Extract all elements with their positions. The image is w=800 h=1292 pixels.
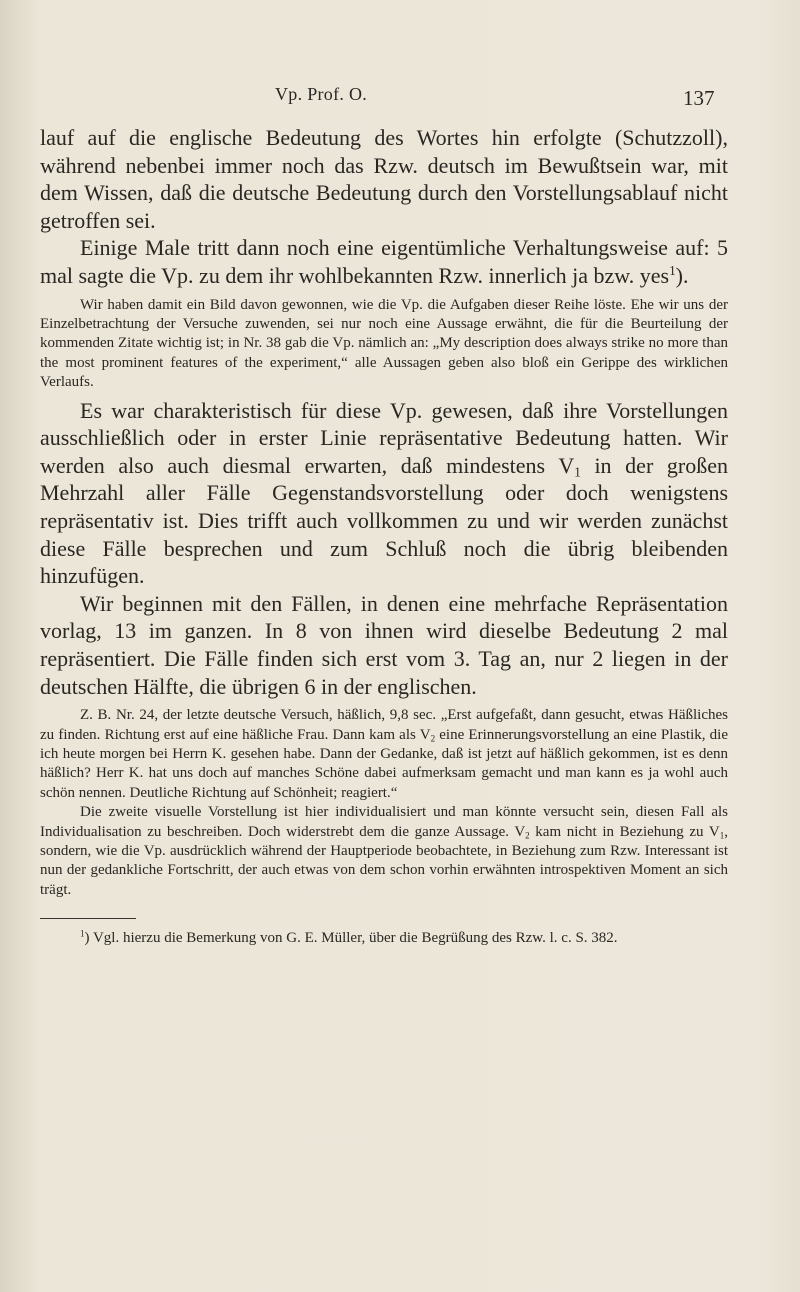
paragraph-1-text: lauf auf die englische Bedeutung des Wortes hin erfolgte (Schutzzoll), während nebenbei immer noch das Rzw. deutsch im Bewußtsein war, mit dem Wissen, daß die deutsche Bedeutung durch den Vorstellungsablauf nicht getroffen sei. xyxy=(40,125,728,233)
paragraph-7-text-a: Die zweite visuelle Vorstellung ist hier individualisiert und man könnte versucht sein, diesen Fall als Individualisation zu beschreiben. Doch widerstrebt dem die ganze Aussage. V xyxy=(40,804,728,840)
subscript: 1 xyxy=(574,464,581,480)
footnote-rule xyxy=(40,918,136,919)
subscript: 1 xyxy=(719,829,725,840)
paragraph-7 xyxy=(40,803,728,900)
page-number: 137 xyxy=(683,86,715,110)
paragraph-3-text: Wir haben damit ein Bild davon gewonnen, wie die Vp. die Aufgaben dieser Reihe löste. Ehe wir uns der Einzelbetrachtung der Versuche zuwenden, sei nur noch eine Aussage erwähnt, die für die Beurteilung der kommenden Zitate wichtig ist; in Nr. 38 gab die Vp. nämlich an: „My description does always strike no more than the most prominent features of the experiment,“ alle Aussagen geben also bloß ein Gerippe des wirklichen Verlaufs. xyxy=(40,296,728,391)
paragraph-6 xyxy=(40,706,728,803)
paragraph-4 xyxy=(40,397,728,590)
footnote xyxy=(40,929,728,948)
footnote-reference: 1 xyxy=(669,263,676,279)
subscript: 2 xyxy=(525,829,530,840)
paragraph-6-text-b: eine Erinnerungsvorstellung an eine Plastik, die ich heute morgen bei Herrn K. gesehen habe. Dann der Gedanke, daß ist jetzt auf häßlich gekommen, ist es denn häßlich? Herr K. hat uns doch auf manches Schöne dabei aufmerksam gemacht und man kann es ja wohl auch schön nennen. Deutliche Richtung auf Schönheit; reagiert.“ xyxy=(40,726,728,801)
paragraph-2-text: Einige Male tritt dann noch eine eigentümliche Verhaltungsweise auf: 5 mal sagte die Vp. zu dem ihr wohlbekannten Rzw. innerlich ja bzw. yes xyxy=(40,235,728,288)
page-header xyxy=(0,84,800,114)
paragraph-5-text: Wir beginnen mit den Fällen, in denen eine mehrfache Repräsentation vorlag, 13 im ganzen. In 8 von ihnen wird dieselbe Bedeutung 2 mal repräsentiert. Die Fälle finden sich erst vom 3. Tag an, nur 2 liegen in der deutschen Hälfte, die übrigen 6 in der englischen. xyxy=(40,590,728,699)
running-head: Vp. Prof. O. xyxy=(275,84,368,104)
paragraph-7-text-b: kam nicht in Beziehung zu V xyxy=(529,823,720,840)
text-body xyxy=(40,124,728,949)
paragraph-3 xyxy=(40,296,728,393)
paragraph-4-text-a: Es war charakteristisch für diese Vp. gewesen, daß ihre Vorstellungen ausschließlich oder in erster Linie repräsentative Bedeutung hatten. Wir werden also auch diesmal erwarten, daß mindestens V xyxy=(40,397,728,478)
footnote-marker: 1 xyxy=(80,928,85,939)
paragraph-5 xyxy=(40,590,728,700)
subscript: 2 xyxy=(430,732,436,743)
paragraph-7-text-c: , sondern, wie die Vp. ausdrücklich während der Hauptperiode beobachtete, in Beziehung zum Rzw. Interessant ist nun der gedankliche Fortschritt, der auch etwas von dem schon vorhin erwähnten introspektiven Moment an sich trägt. xyxy=(40,823,728,898)
paragraph-2 xyxy=(40,234,728,289)
paragraph-2-tail: ). xyxy=(675,262,689,288)
paragraph-1 xyxy=(40,124,728,234)
paragraph-4-text-b: in der großen Mehrzahl aller Fälle Gegenstandsvorstellung oder doch wenigstens repräsentativ ist. Dies trifft auch vollkommen zu und wir werden zunächst diese Fälle besprechen und zum Schluß noch die übrig bleibenden hinzufügen. xyxy=(40,452,728,589)
footnote-text: ) Vgl. hierzu die Bemerkung von G. E. Müller, über die Begrüßung des Rzw. l. c. S. 382. xyxy=(84,930,618,947)
paragraph-6-text-a: Z. B. Nr. 24, der letzte deutsche Versuch, häßlich, 9,8 sec. „Erst aufgefaßt, dann gesucht, etwas Häßliches zu finden. Richtung erst auf eine häßliche Frau. Dann kam als V xyxy=(40,707,728,743)
